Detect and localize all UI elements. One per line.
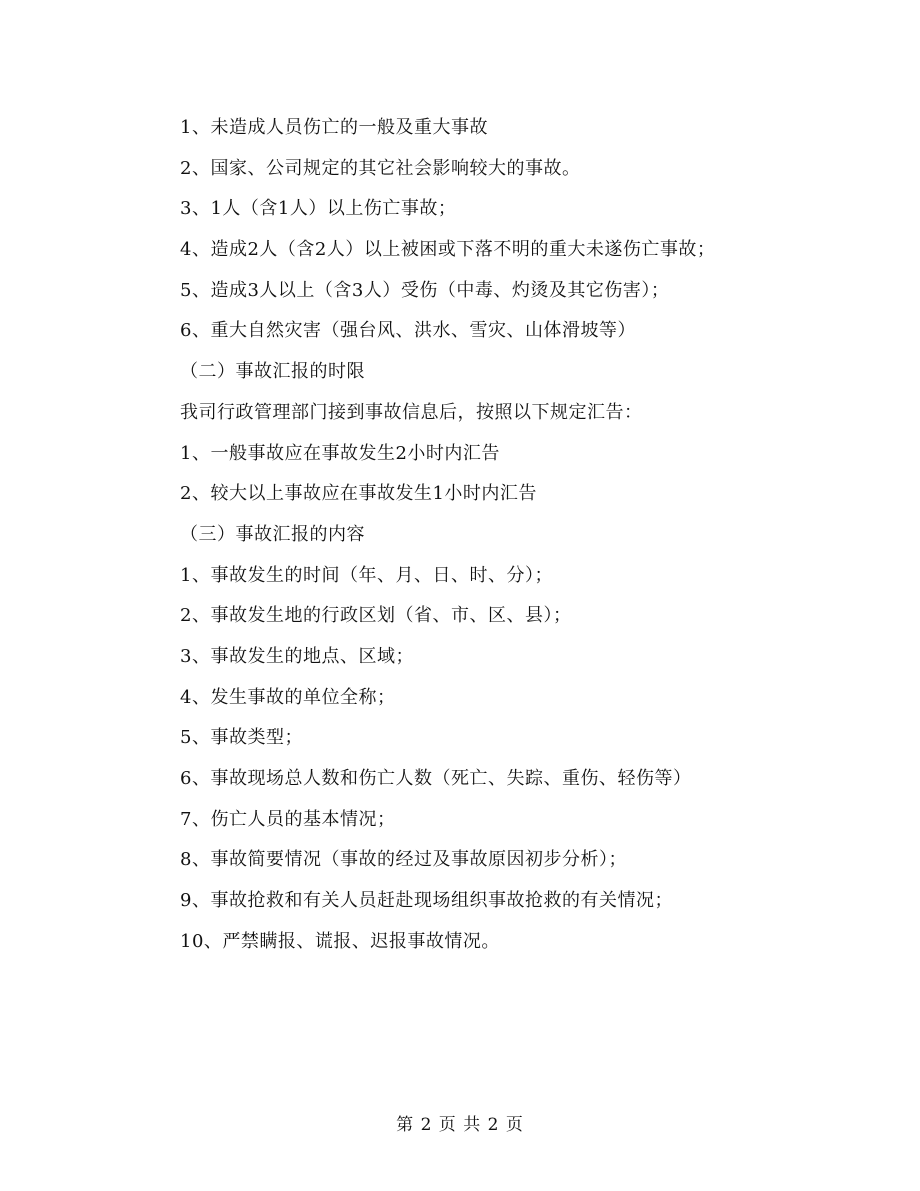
text-line: 6、事故现场总人数和伤亡人数（死亡、失踪、重伤、轻伤等） — [180, 768, 692, 789]
text-line: 2、国家、公司规定的其它社会影响较大的事故。 — [180, 157, 581, 179]
text-line: 2、事故发生地的行政区划（省、市、区、县）； — [180, 605, 572, 627]
section-heading: （二）事故汇报的时限 — [180, 361, 365, 383]
text-line: 9、事故抢救和有关人员赶赴现场组织事故抢救的有关情况； — [180, 890, 673, 912]
text-line: 2、较大以上事故应在事故发生1小时内汇告 — [180, 483, 537, 505]
text-line: 5、事故类型； — [180, 727, 303, 749]
text-line: 7、伤亡人员的基本情况； — [180, 808, 396, 830]
text-line: 4、发生事故的单位全称； — [180, 686, 396, 708]
document-body — [180, 108, 880, 962]
text-line: 4、造成2人（含2人）以上被困或下落不明的重大未遂伤亡事故； — [180, 239, 716, 261]
text-line: 1、未造成人员伤亡的一般及重大事故 — [180, 117, 488, 138]
text-line: 1、一般事故应在事故发生2小时内汇告 — [180, 442, 500, 464]
text-line: 8、事故简要情况（事故的经过及事故原因初步分析）； — [180, 849, 627, 871]
text-line: 3、事故发生的地点、区域； — [180, 645, 414, 667]
text-line: 我司行政管理部门接到事故信息后，按照以下规定汇告： — [180, 401, 643, 423]
text-line: 6、重大自然灾害（强台风、洪水、雪灾、山体滑坡等） — [180, 320, 636, 342]
text-line: 10、严禁瞒报、谎报、迟报事故情况。 — [180, 930, 500, 952]
text-line: 3、1人（含1人）以上伤亡事故； — [180, 198, 457, 220]
text-line: 1、事故发生的时间（年、月、日、时、分）； — [180, 564, 553, 586]
page-number: 第 2 页 共 2 页 — [396, 1115, 524, 1135]
text-line: 5、造成3人以上（含3人）受伤（中毒、灼烫及其它伤害）； — [180, 279, 670, 301]
section-heading: （三）事故汇报的内容 — [180, 523, 365, 545]
